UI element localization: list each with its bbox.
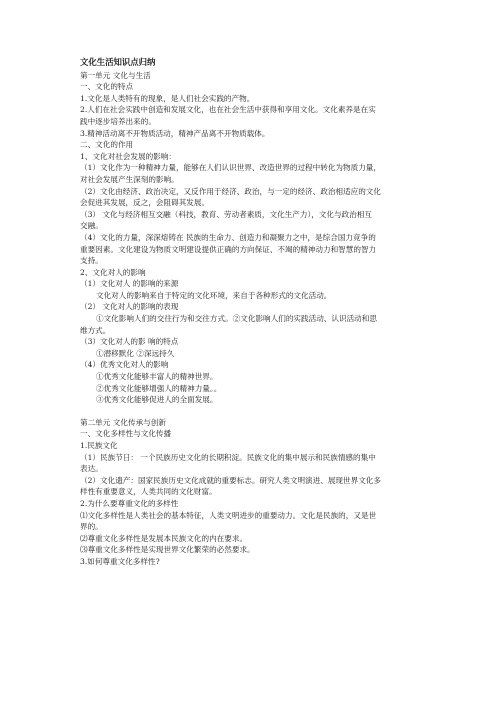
text-line: （1）文化作为一种精神力量，能够在人们认识世界、改造世界的过程中转化为物质力量， <box>80 163 381 173</box>
text-line: 维方式。 <box>80 325 111 335</box>
text-line: 1.文化是人类特有的现象，是人们社会实践的产物。 <box>80 93 255 103</box>
text-line: 表达。 <box>80 464 103 474</box>
text-line: 第一单元 文化与生活 <box>80 70 151 80</box>
text-line: 3.如何尊重文化多样性? <box>80 556 160 566</box>
text-line: 2.人们在社会实践中创造和发展文化，也在社会生活中获得和享用文化。文化素养是在实 <box>80 105 376 115</box>
text-line: （1）文化对人 的影响的来源 <box>80 279 179 289</box>
text-line: （4）文化的力量，深深熔铸在 民族的生命力、创造力和凝聚力之中，是综合国力竞争的 <box>80 232 376 242</box>
text-line: ①文化影响人们的交往行为和交往方式。②文化影响人们的实践活动、认识活动和思 <box>96 314 377 324</box>
text-line: 第二单元 文化传承与创新 <box>80 417 166 427</box>
text-line: 2.为什么要尊重文化的多样性 <box>80 498 179 508</box>
text-line: ②优秀文化能够增强人的精神力量。。 <box>96 383 222 393</box>
text-line: 一、文化多样性与文化传播 <box>80 429 172 439</box>
text-line: 对社会发展产生深刻的影响。 <box>80 174 179 184</box>
text-line: 一、文化的特点 <box>80 82 134 92</box>
text-line: （3）文化对人的影 响的特点 <box>80 337 179 347</box>
section-gap <box>80 406 430 417</box>
text-line: （2） 文化对人的影响的表现 <box>80 302 179 312</box>
text-line: （1）民族节日： 一个民族历史文化的长期积淀。民族文化的集中展示和民族情感的集中 <box>80 452 376 462</box>
text-line: 文化对人的影响来自于特定的文化环境，来自于各种形式的文化活动。 <box>96 290 332 300</box>
text-line: 二、文化的作用 <box>80 140 134 150</box>
text-line: 支持。 <box>80 256 103 266</box>
text-line: 1、文化对社会发展的影响： <box>80 151 176 161</box>
text-line: ⑵尊重文化多样性是发展本民族文化的内在要求。 <box>80 533 248 543</box>
text-line: ⑴文化多样性是人类社会的基本特征，人类文明进步的重要动力。文化是民族的，又是世 <box>80 510 377 520</box>
text-line: 交融。 <box>80 221 103 231</box>
text-line: 界的。 <box>80 522 103 532</box>
text-line: 样性有重要意义，人类共同的文化财富。 <box>80 487 217 497</box>
text-line: （3） 文化与经济相互交融（科技，教育、劳动者素质，文化生产力），文化与政治相互 <box>80 209 373 219</box>
document-body <box>80 57 430 568</box>
text-line: （2）文化遗产：国家民族历史文化成就的重要标志。研究人类文明演进、展现世界文化多 <box>80 475 381 485</box>
text-line: 2、文化对人的影响 <box>80 267 146 277</box>
text-line: ③优秀文化能够促进人的全面发展。 <box>96 395 218 405</box>
text-line: ⑶尊重文化多样性是实现世界文化繁荣的必然要求。 <box>80 545 255 555</box>
text-line: 重要因素。文化建设为物质文明建设提供正确的方向保证、不竭的精神动力和智慧的智力 <box>80 244 377 254</box>
text-line: ①潜移默化 ②深远持久 <box>96 348 175 358</box>
text-line: 1.民族文化 <box>80 441 118 450</box>
text-line: 会促进其发展，反之，会阻碍其发展。 <box>80 198 210 208</box>
text-line: ①优秀文化能够丰富人的精神世界。 <box>96 372 218 382</box>
text-line: （4）优秀文化对人的影响 <box>80 360 169 370</box>
text-line: 3.精神活动离不开物质活动，精神产品离不开物质载体。 <box>80 128 270 138</box>
document-title: 文化生活知识点归纳 <box>80 57 156 67</box>
text-line: （2）文化由经济、政治决定，又反作用于经济、政治，与一定的经济、政治相适应的文化 <box>80 186 381 196</box>
text-line: 践中逐步培养出来的。 <box>80 116 156 126</box>
